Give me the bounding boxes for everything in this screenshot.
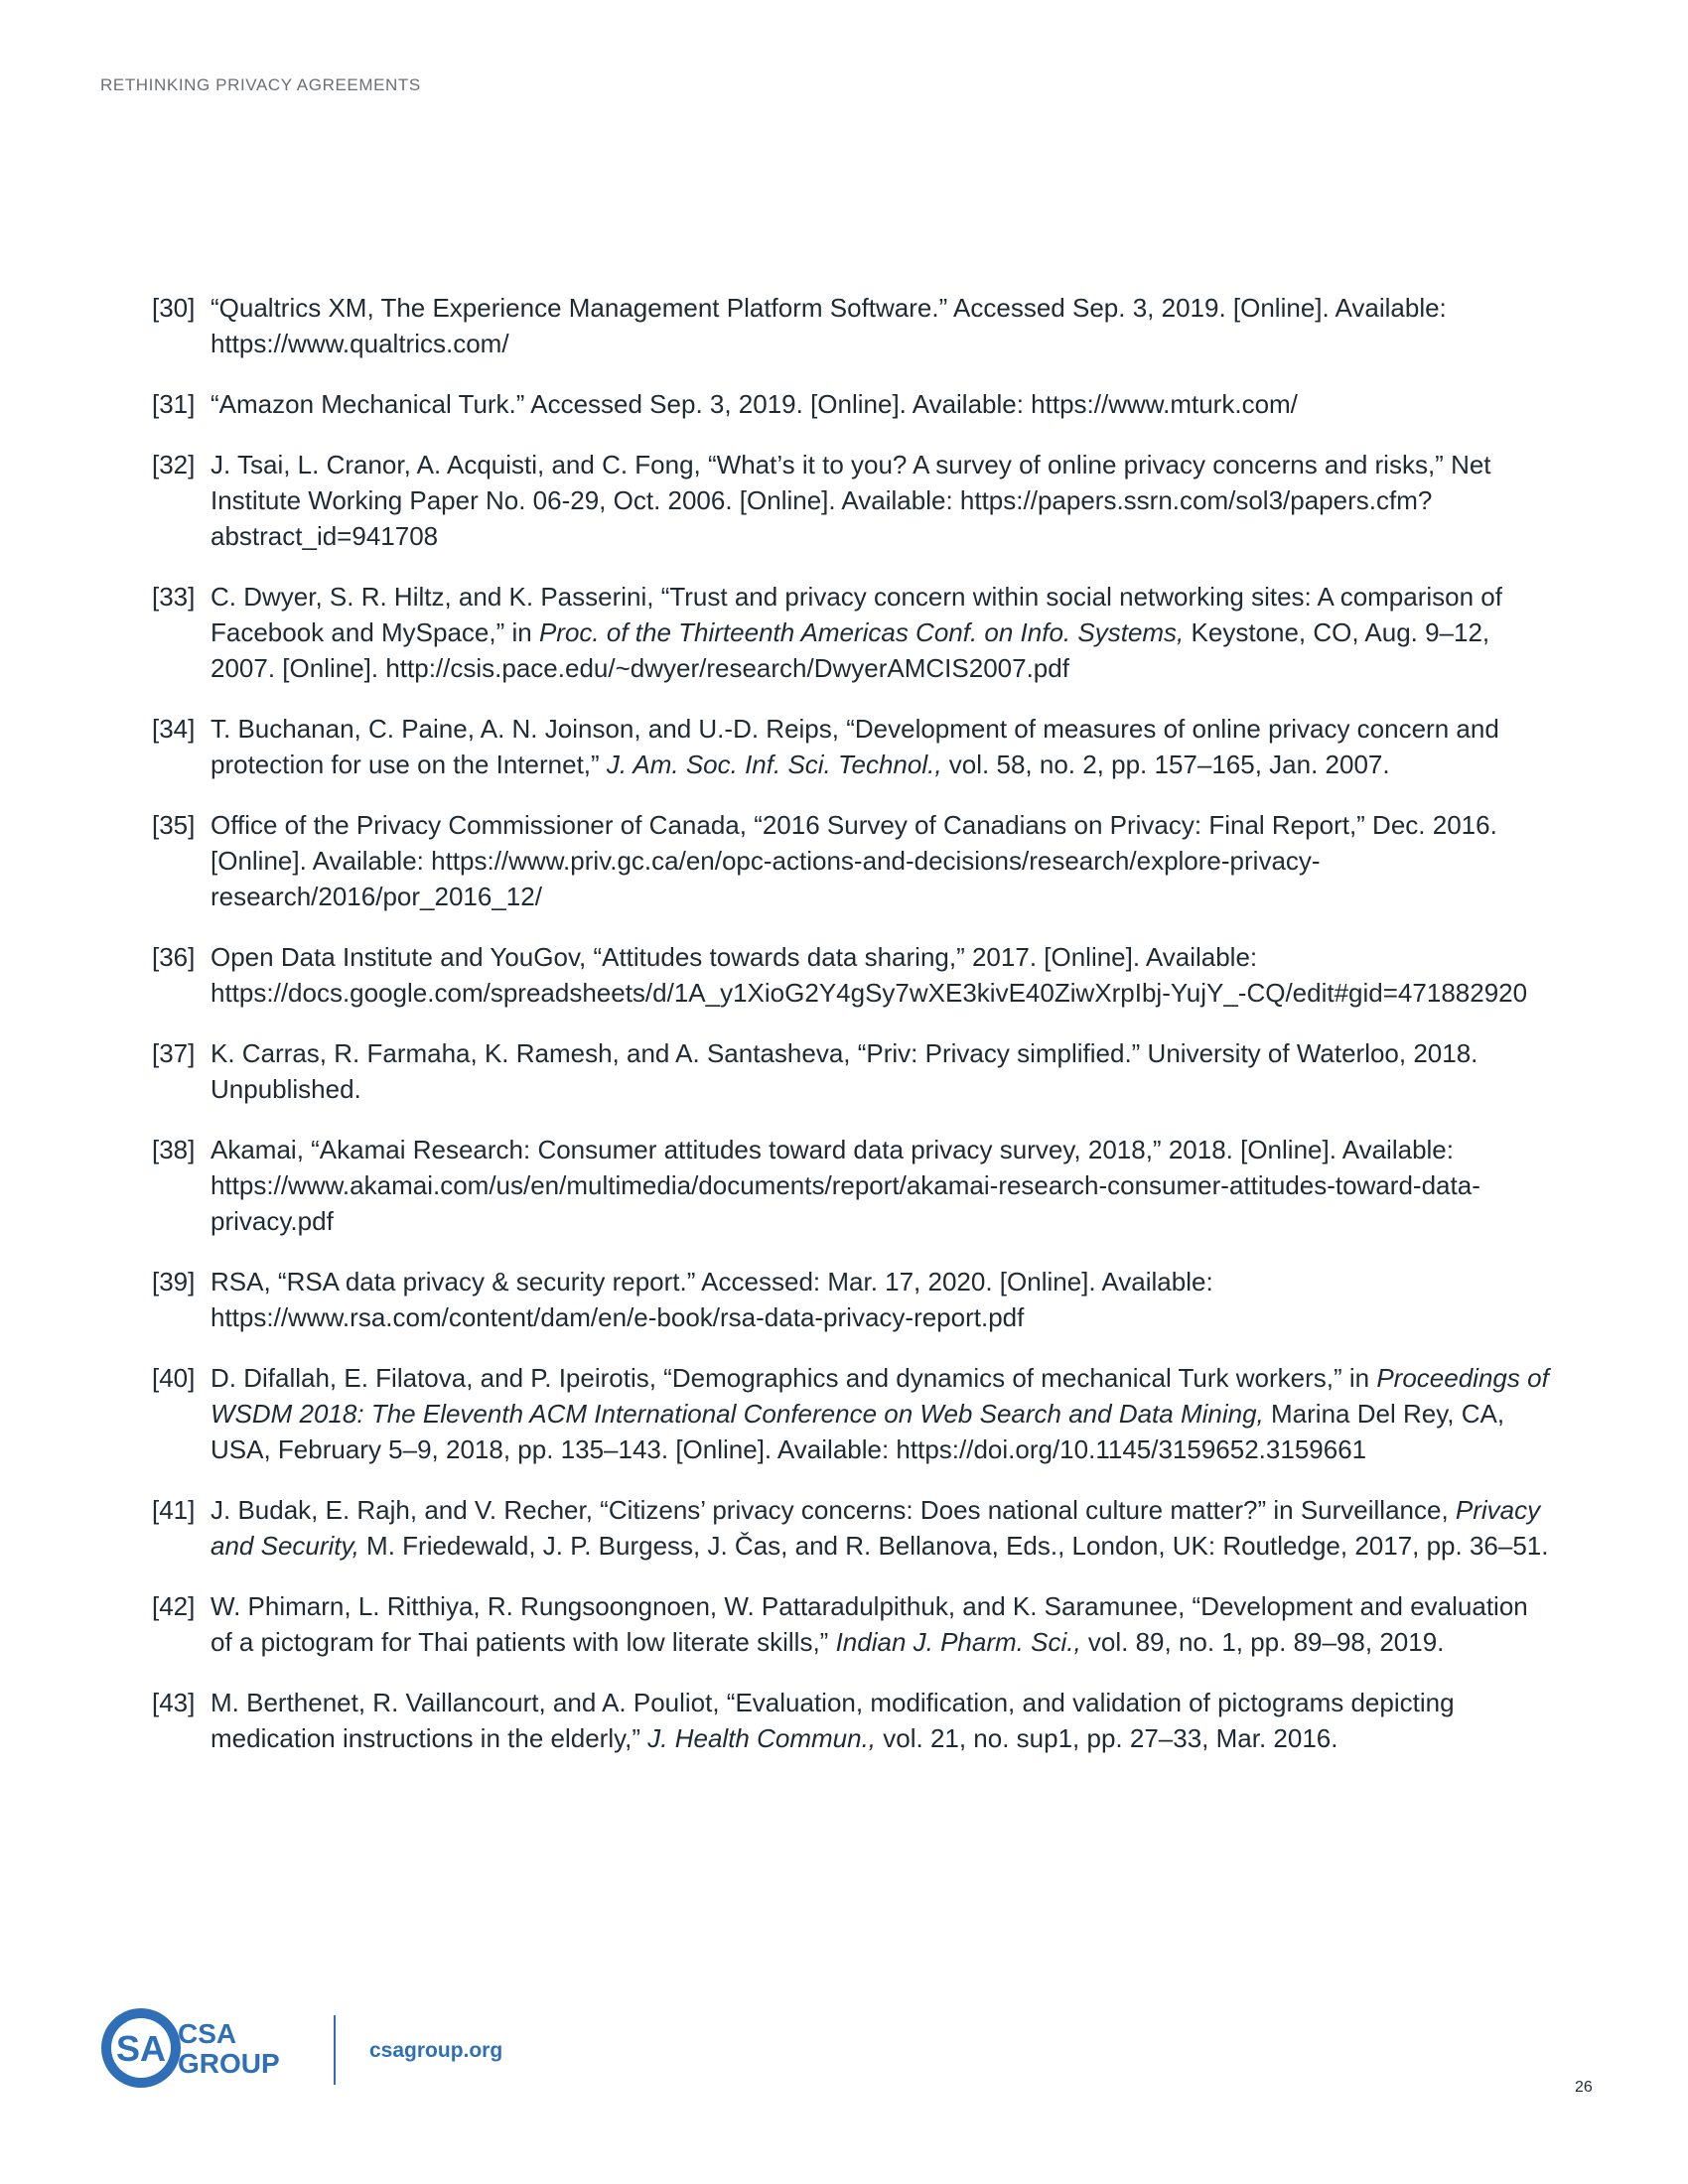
reference-number: [38] bbox=[152, 1135, 196, 1164]
reference-number: [34] bbox=[152, 714, 196, 744]
reference-source-title: J. Am. Soc. Inf. Sci. Technol., bbox=[606, 750, 942, 779]
reference-text-segment: Office of the Privacy Commissioner of Canada, “2016 Survey of Canadians on Privacy: Final Report,” Dec. 2016. [Online]. Available: https://www.priv.gc.ca/en/opc-actions-and-decisions/research/explore-privacy-research/2016/por_2016_12/ bbox=[211, 810, 1497, 911]
reference-number: [32] bbox=[152, 450, 196, 479]
reference-item bbox=[152, 1685, 1554, 1756]
reference-item bbox=[152, 1588, 1554, 1660]
reference-list bbox=[152, 290, 1554, 1781]
reference-number: [35] bbox=[152, 810, 196, 840]
reference-text bbox=[211, 386, 1554, 422]
reference-text bbox=[211, 1360, 1554, 1467]
reference-number: [43] bbox=[152, 1688, 196, 1717]
reference-number: [33] bbox=[152, 582, 196, 612]
reference-text-segment: K. Carras, R. Farmaha, K. Ramesh, and A. Santasheva, “Priv: Privacy simplified.” University of Waterloo, 2018. Unpublished. bbox=[211, 1038, 1478, 1104]
reference-text bbox=[211, 1685, 1554, 1756]
logo-text-csa: CSA bbox=[178, 2018, 237, 2049]
reference-text bbox=[211, 579, 1554, 686]
reference-item bbox=[152, 579, 1554, 686]
reference-text bbox=[211, 1588, 1554, 1660]
reference-text bbox=[211, 1264, 1554, 1335]
reference-text-segment: vol. 21, no. sup1, pp. 27–33, Mar. 2016. bbox=[876, 1723, 1338, 1753]
reference-item bbox=[152, 1264, 1554, 1335]
reference-text-segment: vol. 89, no. 1, pp. 89–98, 2019. bbox=[1080, 1627, 1445, 1657]
reference-text bbox=[211, 290, 1554, 361]
reference-number: [39] bbox=[152, 1267, 196, 1297]
reference-text-segment: C. Dwyer, S. R. Hiltz, and K. Passerini, “Trust and privacy concern within social networking sites: A comparison of Facebook and MySpace,” in bbox=[211, 582, 1502, 647]
reference-item bbox=[152, 711, 1554, 782]
reference-text bbox=[211, 939, 1554, 1011]
reference-item bbox=[152, 290, 1554, 361]
reference-item bbox=[152, 1132, 1554, 1239]
reference-text bbox=[211, 447, 1554, 554]
reference-source-title: Proc. of the Thirteenth Americas Conf. on Info. Systems, bbox=[538, 617, 1185, 647]
logo-text-group: GROUP bbox=[178, 2048, 280, 2079]
reference-number: [37] bbox=[152, 1038, 196, 1068]
reference-text-segment: D. Difallah, E. Filatova, and P. Ipeirotis, “Demographics and dynamics of mechanical Turk workers,” in bbox=[211, 1363, 1377, 1393]
reference-source-title: J. Health Commun., bbox=[647, 1723, 877, 1753]
reference-source-title: Indian J. Pharm. Sci., bbox=[835, 1627, 1081, 1657]
reference-number: [31] bbox=[152, 389, 196, 419]
footer-divider bbox=[334, 2015, 336, 2085]
csa-group-logo bbox=[96, 2003, 305, 2093]
reference-source-title: Proceedings of WSDM 2018: The Eleventh ACM International Conference on Web Search and Data Mining, bbox=[211, 1363, 1549, 1429]
reference-text-segment: “Amazon Mechanical Turk.” Accessed Sep. 3, 2019. [Online]. Available: https://www.mturk.com/ bbox=[211, 389, 1298, 419]
svg-text:SA: SA bbox=[115, 2028, 167, 2069]
reference-text-segment: J. Tsai, L. Cranor, A. Acquisti, and C. Fong, “What’s it to you? A survey of online privacy concerns and risks,” Net Institute Working Paper No. 06-29, Oct. 2006. [Online]. Available: https://papers.ssrn.com/sol3/papers.cfm?abstract_id=941708 bbox=[211, 450, 1491, 551]
reference-item bbox=[152, 447, 1554, 554]
reference-text-segment: J. Budak, E. Rajh, and V. Recher, “Citizens’ privacy concerns: Does national culture matter?” in Surveillance, bbox=[211, 1495, 1456, 1525]
reference-text-segment: M. Berthenet, R. Vaillancourt, and A. Pouliot, “Evaluation, modification, and validation of pictograms depicting medication instructions in the elderly,” bbox=[211, 1688, 1455, 1753]
reference-text-segment: T. Buchanan, C. Paine, A. N. Joinson, and U.-D. Reips, “Development of measures of online privacy concern and protection for use on the Internet,” bbox=[211, 714, 1499, 779]
reference-item bbox=[152, 1035, 1554, 1107]
reference-text bbox=[211, 1132, 1554, 1239]
reference-text-segment: Open Data Institute and YouGov, “Attitudes towards data sharing,” 2017. [Online]. Available: https://docs.google.com/spreadsheets/d/1A_y1XioG2Y4gSy7wXE3kivE40ZiwXrpIbj-YujY_-CQ/edit#gid=471882920 bbox=[211, 942, 1528, 1008]
reference-text bbox=[211, 711, 1554, 782]
reference-number: [40] bbox=[152, 1363, 196, 1393]
reference-item bbox=[152, 939, 1554, 1011]
footer-url-link[interactable]: csagroup.org bbox=[369, 2039, 503, 2062]
reference-item bbox=[152, 386, 1554, 422]
reference-text-segment: vol. 58, no. 2, pp. 157–165, Jan. 2007. bbox=[941, 750, 1390, 779]
reference-number: [36] bbox=[152, 942, 196, 972]
reference-text bbox=[211, 1035, 1554, 1107]
reference-text-segment: “Qualtrics XM, The Experience Management Platform Software.” Accessed Sep. 3, 2019. [Online]. Available: https://www.qualtrics.com/ bbox=[211, 293, 1447, 358]
reference-item bbox=[152, 807, 1554, 914]
running-title: RETHINKING PRIVACY AGREEMENTS bbox=[100, 75, 421, 94]
reference-text-segment: Akamai, “Akamai Research: Consumer attitudes toward data privacy survey, 2018,” 2018. [Online]. Available: https://www.akamai.com/us/en/multimedia/documents/report/akamai-research-consumer-attitudes-toward-data-privacy.pdf bbox=[211, 1135, 1480, 1236]
reference-text-segment: Keystone, CO, Aug. 9–12, 2007. [Online]. http://csis.pace.edu/~dwyer/research/DwyerAMCIS2007.pdf bbox=[211, 617, 1490, 683]
reference-number: [30] bbox=[152, 293, 196, 323]
reference-item bbox=[152, 1360, 1554, 1467]
reference-text-segment: Marina Del Rey, CA, USA, February 5–9, 2018, pp. 135–143. [Online]. Available: https://doi.org/10.1145/3159652.3159661 bbox=[211, 1399, 1505, 1464]
reference-number: [42] bbox=[152, 1591, 196, 1621]
page-number: 26 bbox=[1575, 2079, 1593, 2096]
reference-source-title: Privacy and Security, bbox=[211, 1495, 1541, 1561]
reference-number: [41] bbox=[152, 1495, 196, 1525]
reference-text bbox=[211, 807, 1554, 914]
reference-text-segment: W. Phimarn, L. Ritthiya, R. Rungsoongnoen, W. Pattaradulpithuk, and K. Saramunee, “Development and evaluation of a pictogram for Thai patients with low literate skills,” bbox=[211, 1591, 1528, 1657]
reference-item bbox=[152, 1492, 1554, 1564]
reference-text-segment: RSA, “RSA data privacy & security report.” Accessed: Mar. 17, 2020. [Online]. Available: https://www.rsa.com/content/dam/en/e-book/rsa-data-privacy-report.pdf bbox=[211, 1267, 1213, 1332]
reference-text-segment: M. Friedewald, J. P. Burgess, J. Čas, and R. Bellanova, Eds., London, UK: Routledge, 2017, pp. 36–51. bbox=[358, 1531, 1549, 1561]
reference-text bbox=[211, 1492, 1554, 1564]
